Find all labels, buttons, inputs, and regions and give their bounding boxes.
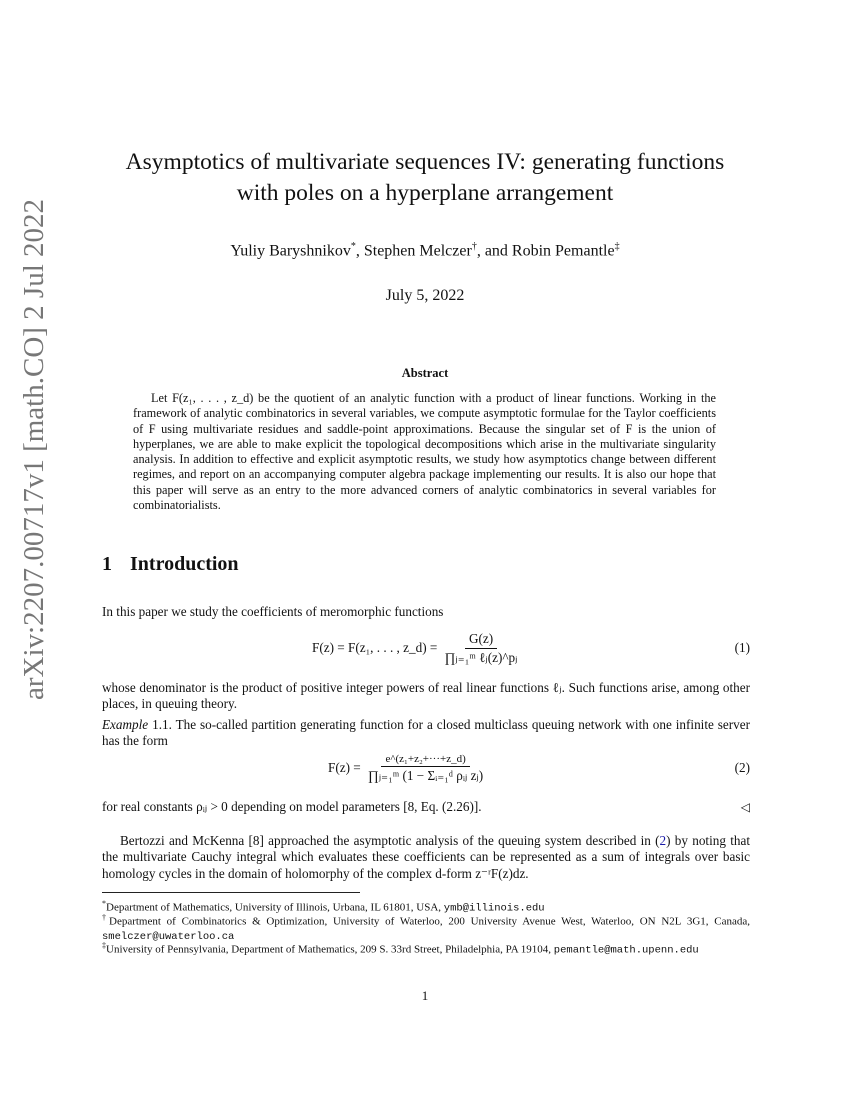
eq2-denominator: ∏ⱼ₌₁ᵐ (1 − Σᵢ₌₁ᵈ ρᵢⱼ zⱼ) <box>368 767 484 783</box>
fn3-text: University of Pennsylvania, Department of Mathematics, 209 S. 33rd Street, Philadelphia, PA 19104, <box>106 943 552 956</box>
author-melczer: Stephen Melczer <box>363 242 472 260</box>
author-baryshnikov: Yuliy Baryshnikov <box>230 242 351 260</box>
author-separator: , <box>476 242 481 260</box>
fn3-email[interactable]: pemantle@math.upenn.edu <box>553 944 699 957</box>
page-number: 1 <box>421 988 429 1003</box>
author-separator: , <box>355 242 360 260</box>
example-number: 1.1. <box>152 717 172 732</box>
fn2-email[interactable]: smelczer@uwaterloo.ca <box>102 930 235 943</box>
eq2-lhs: F(z) = <box>328 760 361 775</box>
eq2-label: (2) <box>734 760 750 775</box>
eq1-numerator: G(z) <box>465 631 497 649</box>
eq2-numerator: e^(z₁+z₂+···+z_d) <box>381 753 469 767</box>
title-line-1: Asymptotics of multivariate sequences IV: generating functions <box>125 149 725 175</box>
section-number: 1 <box>102 553 112 575</box>
paragraph-after-eq2: for real constants ρᵢⱼ > 0 depending on model parameters [8, Eq. (2.26)]. <box>102 799 482 814</box>
example-label: Example <box>102 717 149 732</box>
title-line-2: with poles on a hyperplane arrangement <box>236 180 614 206</box>
example-text: The so-called partition generating function for a closed multiclass queuing network with one infinite server has the form <box>102 717 751 749</box>
fn3-mark: ‡ <box>102 941 106 950</box>
intro-paragraph: In this paper we study the coefficients of meromorphic functions <box>102 604 444 619</box>
abstract-heading: Abstract <box>401 366 449 380</box>
author-mark-3: ‡ <box>614 241 620 252</box>
equation-2 <box>102 745 750 791</box>
eq2-fraction <box>364 753 487 784</box>
equation-1 <box>102 628 750 668</box>
fn1-text: Department of Mathematics, University of Illinois, Urbana, IL 61801, USA, <box>106 901 442 914</box>
fn2-text: Department of Combinatorics & Optimization, University of Waterloo, 200 University Avenue West, Waterloo, ON N2L 3G1, Canada, <box>109 915 751 928</box>
paper-title <box>80 147 770 209</box>
arxiv-identifier-sidebar: arXiv:2207.00717v1 [math.CO] 2 Jul 2022 <box>18 198 50 700</box>
example-end-marker: ◁ <box>740 800 750 814</box>
section-title: Introduction <box>130 553 239 575</box>
abstract-text: Let F(z₁, . . . , z_d) be the quotient of an analytic function with a product of linear functions. Working in the framework of analytic combinatorics in several variables, we compute asymptotic formulae for the Taylor coefficients of F using multivariate residues and saddle-point approximations. Because the singular set of F is the union of hyperplanes, we are able to make explicit the topological decompositions which arise in the multivariate singularity analysis. In addition to effective and explicit asymptotic results, we study how asymptotics change between different regimes, and report on an accompanying computer algebra package implementing our results. It is also our hope that this paper will serve as an entry to the more advanced corners of analytic combinatorics in several variables for combinatorialists. <box>133 391 716 513</box>
eq1-denominator: ∏ⱼ₌₁ᵐ ℓⱼ(z)^pⱼ <box>444 649 518 665</box>
eq1-lhs: F(z) = F(z₁, . . . , z_d) = <box>312 640 438 655</box>
paper-date: July 5, 2022 <box>385 287 465 304</box>
eq1-label: (1) <box>734 640 750 655</box>
fn1-email[interactable]: ymb@illinois.edu <box>443 902 545 915</box>
author-list <box>0 241 850 260</box>
paragraph-after-eq1: whose denominator is the product of positive integer powers of real linear functions ℓⱼ. Such functions arise, among other places, in queuing theory. <box>102 680 750 712</box>
equation-ref-link[interactable]: 2 <box>659 833 667 848</box>
fn1-mark: * <box>102 899 106 908</box>
author-mark-2: † <box>471 241 477 252</box>
footnote-3 <box>102 939 750 958</box>
footnote-rule <box>102 892 360 893</box>
para2-text-a: Bertozzi and McKenna [8] approached the asymptotic analysis of the queuing system described in ( <box>120 833 660 848</box>
fn2-mark: † <box>102 913 109 922</box>
bertozzi-paragraph <box>102 833 750 882</box>
author-mark-1: * <box>350 241 356 252</box>
author-pemantle: and Robin Pemantle <box>484 242 615 260</box>
eq1-fraction <box>441 631 522 666</box>
section-heading <box>102 553 239 576</box>
para2-text-b: ) by noting that the multivariate Cauchy integral which evaluates these coefficients can be represented as a sum of integrals over basic homology cycles in the domain of holomorphy of the complex d-form z⁻ʳF(z)dz. <box>102 833 750 881</box>
